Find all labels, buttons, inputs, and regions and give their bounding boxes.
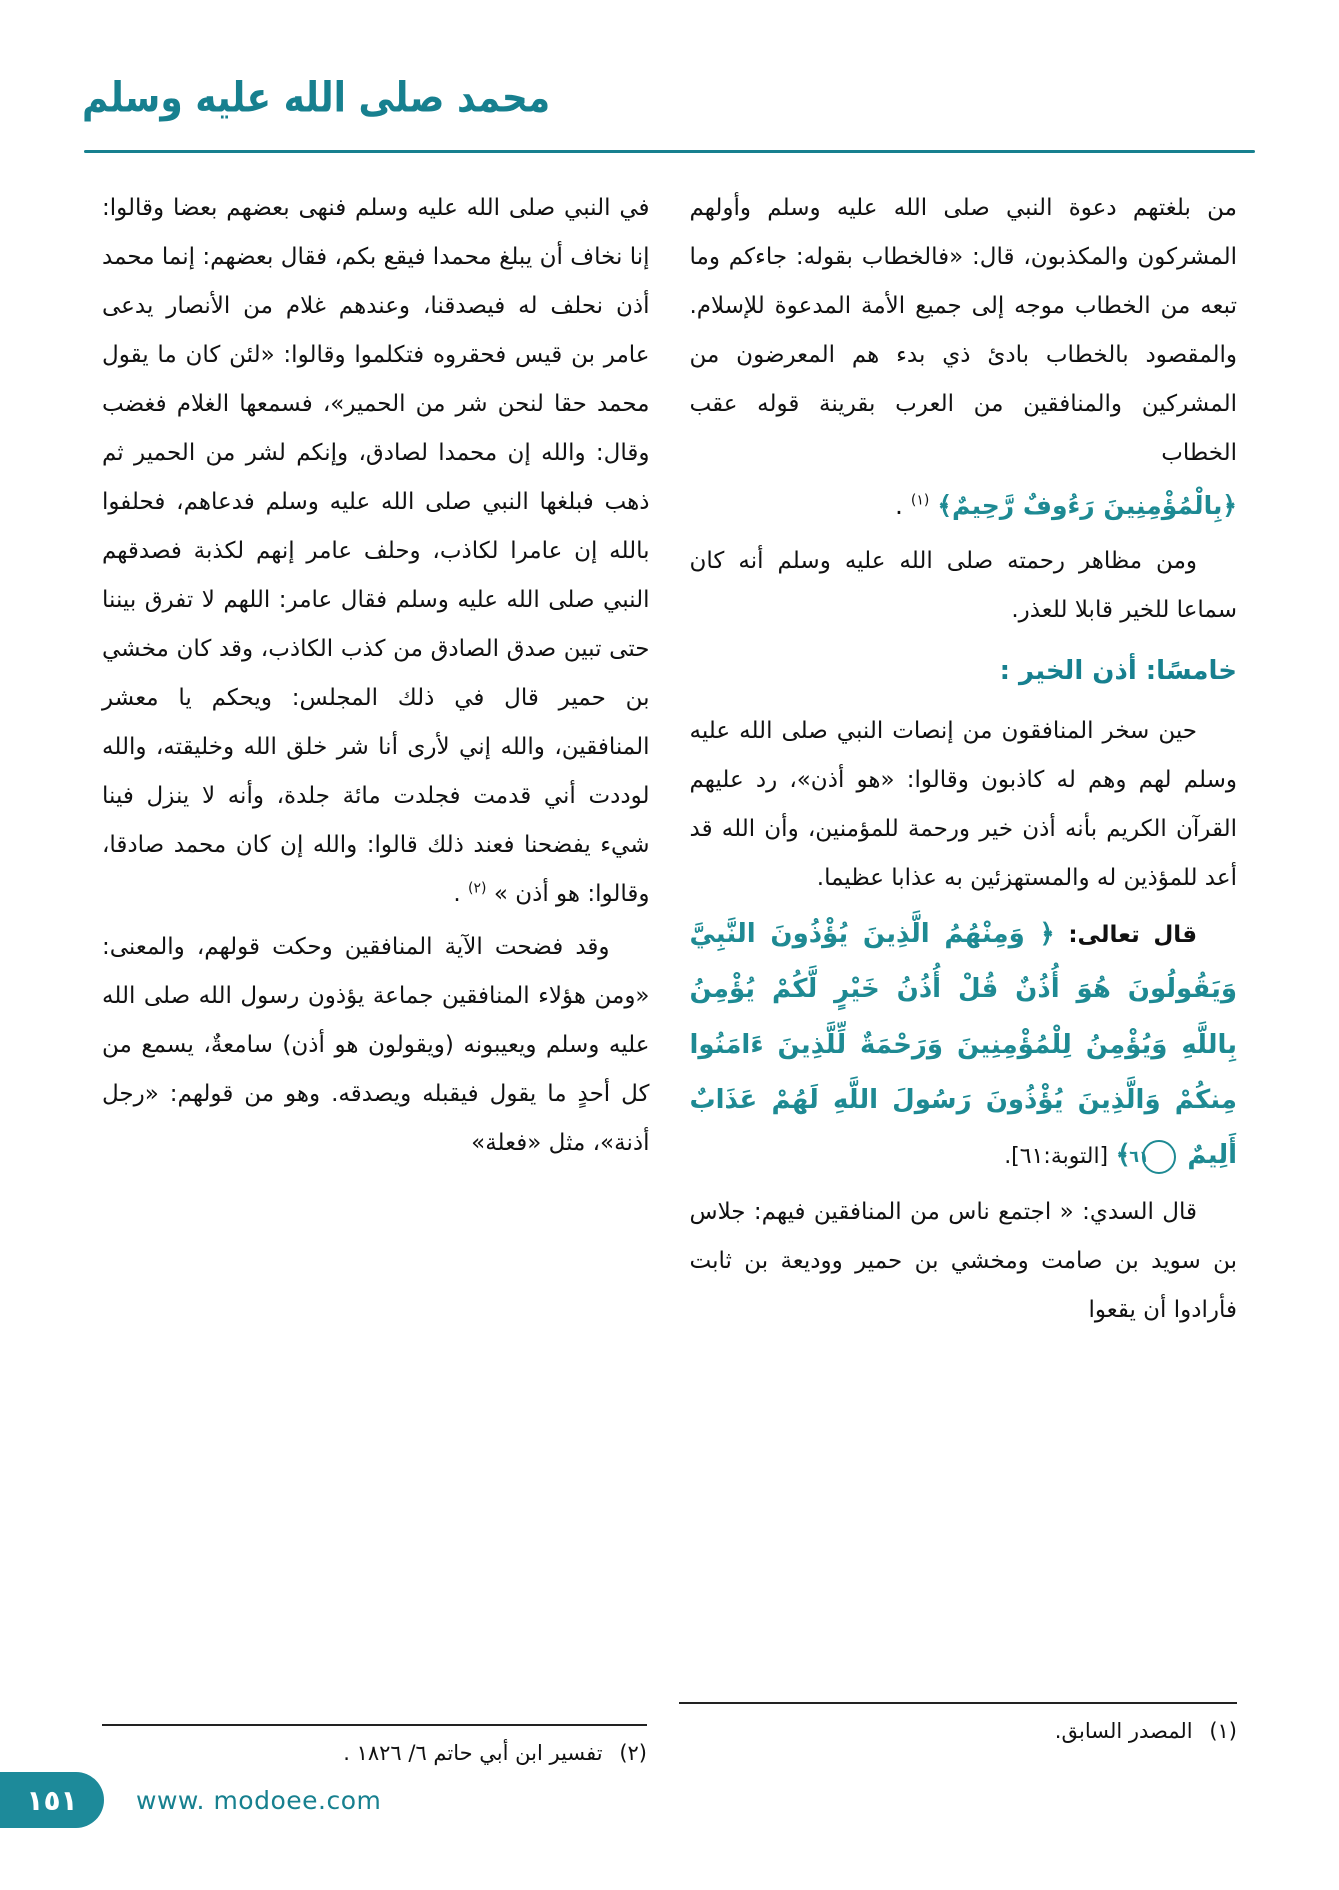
footnote-marker-2: (٢) (468, 880, 487, 897)
paragraph-text: في النبي صلى الله عليه وسلم فنهى بعضهم بعضا وقالوا: إنا نخاف أن يبلغ محمدا فيقع بكم، فقال بعضهم: إنما محمد أذن نحلف له فيصدقنا، وعندهم غلام من الأنصار يدعى عامر بن قيس فحقروه فتكلموا وقالوا: «لئن كان ما يقول محمد حقا لنحن شر من الحمير»، فسمعها الغلام فغضب وقال: والله إن محمدا لصادق، وإنكم لشر من الحمير ثم ذهب فبلغها النبي صلى الله عليه وسلم فدعاهم، فحلفوا بالله إن عامرا لكاذب، وحلف عامر إنهم لكذبة فصدقهم النبي صلى الله عليه وسلم فقال عامر: اللهم لا تفرق بيننا حتى تبين صدق الصادق من كذب الكاذب، وقد كان مخشي بن حمير قال في ذلك المجلس: ويحكم يا معشر المنافقين، والله إني لأرى أنا شر خلق الله وخليقته، والله لوددت أني قدمت فجلدت مائة جلدة، وأنه لا ينزل فينا شيء يفضحنا فعند ذلك قالوا: والله إن كان محمد صادقا، وقالوا: هو أذن » (102, 195, 650, 907)
footnote-1 (679, 1702, 1237, 1750)
quran-intro-label: قال تعالى: (1054, 921, 1198, 948)
paragraph-text: وقد فضحت الآية المنافقين وحكت قولهم، والمعنى: «ومن هؤلاء المنافقين جماعة يؤذون رسول الله صلى الله عليه وسلم ويعيبونه (ويقولون هو أذن) سامعةٌ، يسمع من كل أحدٍ ما يقول فيقبله ويصدقه. وهو من قولهم: «رجل أذنة»، مثل «فعلة» (102, 933, 650, 1156)
footnote-2-text: تفسير ابن أبي حاتم ٦/ ١٨٢٦ . (343, 1741, 603, 1765)
column-right (690, 184, 1238, 1339)
column-left (102, 184, 650, 1339)
paragraph-text: من بلغتهم دعوة النبي صلى الله عليه وسلم وأولهم المشركون والمكذبون، قال: «فالخطاب بقوله: جاءكم وما تبعه من الخطاب موجه إلى جميع الأمة المدعوة للإسلام. والمقصود بالخطاب بادئ ذي بدء هم المعرضون من المشركين والمنافقين من العرب بقرينة قوله عقب الخطاب (689, 195, 1237, 466)
footnote-1-text: المصدر السابق. (1054, 1719, 1193, 1743)
paragraph-text: قال السدي: « اجتمع ناس من المنافقين فيهم: جلاس بن سويد بن صامت ومخشي بن حمير ووديعة بن ثابت فأرادوا أن يقعوا (689, 1198, 1237, 1323)
page-content (102, 184, 1237, 1339)
paragraph (102, 923, 650, 1168)
quran-text: ﴿بِالْمُؤْمِنِينَ رَءُوفٌ رَّحِيمٌ﴾ (937, 490, 1237, 520)
header-calligraphy: محمد صلى الله عليه وسلم (82, 74, 551, 123)
page-number-tab (0, 1772, 104, 1828)
paragraph-text: ومن مظاهر رحمته صلى الله عليه وسلم أنه كان سماعا للخير قابلا للعذر. (689, 548, 1237, 624)
quran-close-bracket: ﴾ (1115, 1140, 1131, 1171)
paragraph-text: حين سخر المنافقون من إنصات النبي صلى الله عليه وسلم لهم وهم له كاذبون وقالوا: «هو أذن»، رد عليهم القرآن الكريم بأنه أذن خير ورحمة للمؤمنين، وأن الله قد أعد للمؤذين له والمستهزئين به عذابا عظيما. (689, 717, 1237, 891)
paragraph (690, 1188, 1238, 1335)
period: . (895, 490, 903, 520)
footnote-1-marker: (١) (1209, 1719, 1237, 1743)
paragraph (690, 707, 1238, 903)
header-divider-line (84, 150, 1255, 153)
paragraph (690, 184, 1238, 478)
website-url[interactable]: www. modoee.com (136, 1786, 382, 1815)
ayah-number-ornament: ٦١ (1142, 1140, 1176, 1174)
quran-verse-inline (690, 482, 1238, 530)
footnote-2-marker: (٢) (619, 1741, 647, 1765)
verse-reference: [التوبة:٦١]. (1004, 1144, 1109, 1170)
paragraph (102, 184, 650, 919)
paragraph-quran-block (690, 907, 1238, 1184)
footnote-marker-1: (١) (910, 492, 930, 509)
paragraph (690, 537, 1238, 635)
period: . (453, 880, 461, 907)
quran-long-text: ﴿ وَمِنْهُمُ الَّذِينَ يُؤْذُونَ النَّبِيَّ وَيَقُولُونَ هُوَ أُذُنٌ قُلْ أُذُنُ خَيْرٍ لَّكُمْ يُؤْمِنُ بِاللَّهِ وَيُؤْمِنُ لِلْمُؤْمِنِينَ وَرَحْمَةٌ لِّلَّذِينَ ءَامَنُوا مِنكُمْ وَالَّذِينَ يُؤْذُونَ رَسُولَ اللَّهِ لَهُمْ عَذَابٌ أَلِيمٌ (689, 918, 1237, 1171)
footnote-2 (102, 1724, 647, 1772)
page-number: ١٥١ (26, 1783, 78, 1817)
section-heading: خامسًا: أذن الخير : (999, 656, 1237, 687)
